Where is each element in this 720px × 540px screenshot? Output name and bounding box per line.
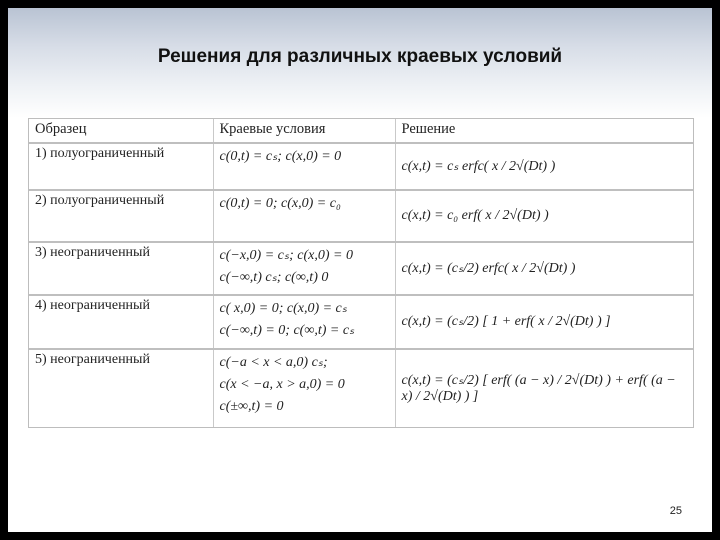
table-row [29, 242, 693, 296]
row-4-conditions [213, 295, 395, 349]
row-3-condition-2: c(−∞,t) cₛ; c(∞,t) 0 [219, 269, 329, 285]
row-2-condition-1: c(0,t) = 0; c(x,0) = c₀ [219, 196, 341, 212]
row-3-solution: c(x,t) = (cₛ/2) erfc( x / 2√(Dt) ) [401, 260, 576, 276]
page-number: 25 [669, 505, 682, 517]
header-conditions: Краевые условия [213, 119, 395, 143]
row-5-condition-3: c(±∞,t) = 0 [219, 398, 284, 414]
row-4-solution: c(x,t) = (cₛ/2) [ 1 + erf( x / 2√(Dt) ) ] [401, 314, 611, 330]
table-row [29, 295, 693, 349]
table-row [29, 190, 693, 242]
table-row [29, 349, 693, 427]
row-3-sample: 3) неограниченный [29, 242, 213, 296]
table-header-row [29, 119, 693, 143]
row-1-conditions [213, 143, 395, 190]
row-2-sample: 2) полуограниченный [29, 190, 213, 242]
row-1-sample: 1) полуограниченный [29, 143, 213, 190]
row-3-conditions [213, 242, 395, 296]
row-2-solution: c(x,t) = c₀ erf( x / 2√(Dt) ) [401, 207, 549, 223]
row-4-sample: 4) неограниченный [29, 295, 213, 349]
table-row [29, 143, 693, 190]
row-1-solution: c(x,t) = cₛ erfc( x / 2√(Dt) ) [401, 158, 556, 174]
row-4-condition-1: c( x,0) = 0; c(x,0) = cₛ [219, 301, 347, 317]
slide-title: Решения для различных краевых условий [157, 46, 563, 67]
row-1-condition-1: c(0,t) = cₛ; c(x,0) = 0 [219, 148, 342, 164]
header-sample: Образец [29, 119, 213, 143]
row-4-condition-2: c(−∞,t) = 0; c(∞,t) = cₛ [219, 323, 355, 339]
row-5-conditions [213, 349, 395, 427]
row-5-solution: c(x,t) = (cₛ/2) [ erf( (a − x) / 2√(Dt) ) + erf( (a − x) / 2√(Dt) ) ] [401, 372, 676, 404]
row-5-sample: 5) неограниченный [29, 349, 213, 427]
solutions-table [28, 118, 694, 428]
row-2-conditions [213, 190, 395, 242]
header-solution: Решение [401, 121, 456, 137]
row-5-condition-1: c(−a < x < a,0) cₛ; [219, 354, 328, 370]
row-5-condition-2: c(x < −a, x > a,0) = 0 [219, 376, 345, 392]
row-3-condition-1: c(−x,0) = cₛ; c(x,0) = 0 [219, 247, 353, 263]
